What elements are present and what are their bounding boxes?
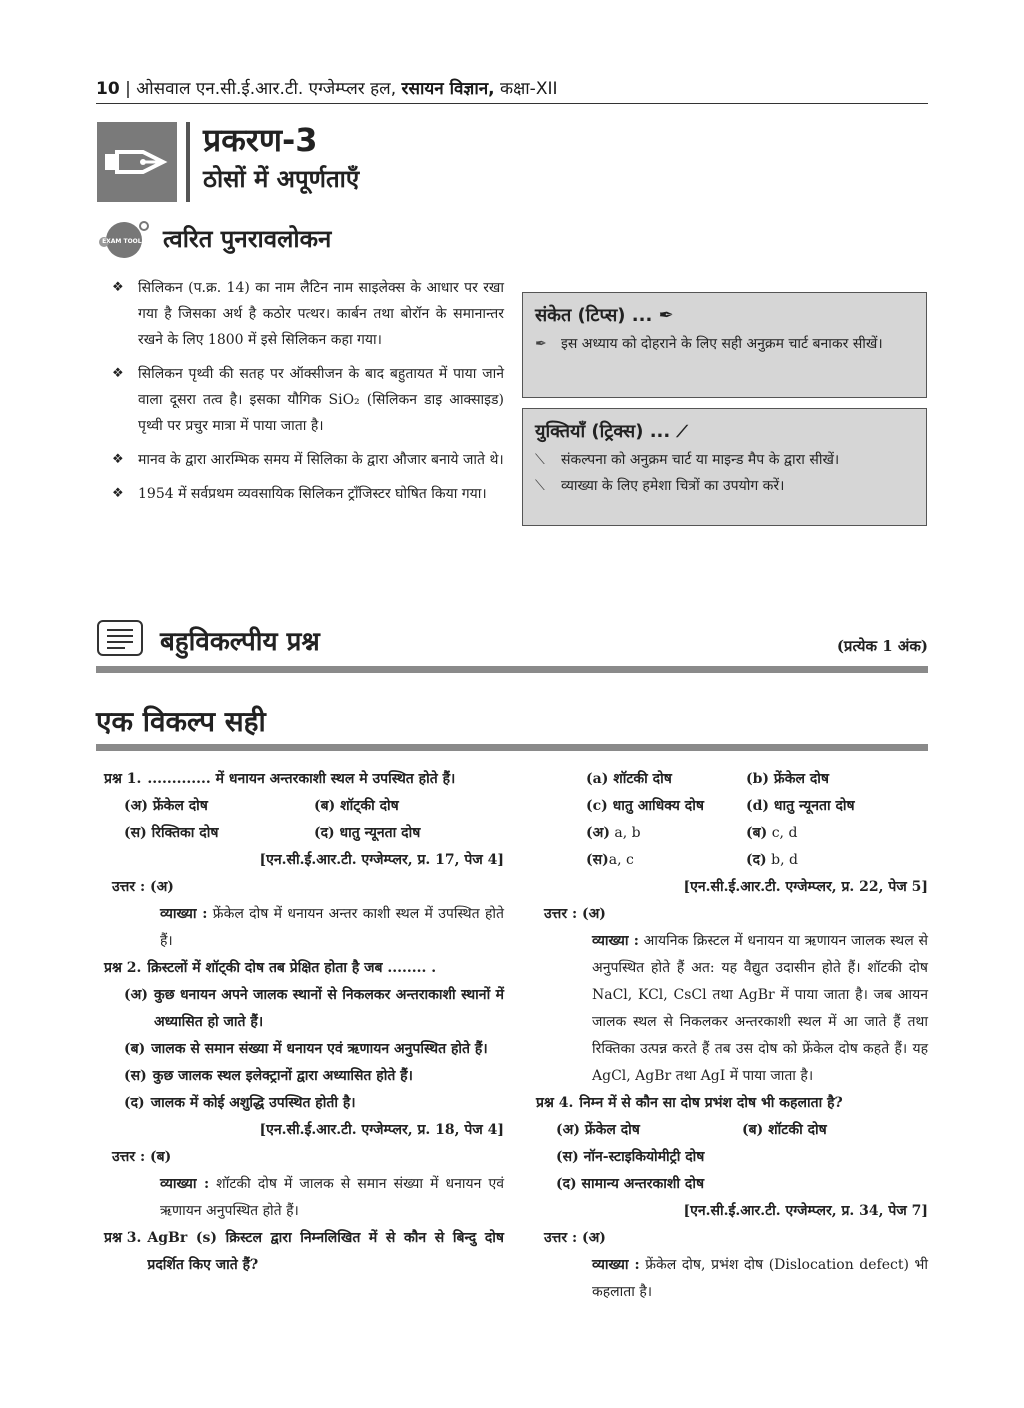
pen-nib-icon (97, 122, 177, 202)
list-item: ❖ सिलिकन (प.क्र. 14) का नाम लैटिन नाम साइलेक्स के आधार पर रखा गया है जिसका अर्थ है कठोर पत्थर। कार्बन तथा बोरॉन के समानान्तर रखने के लिए 1800 में इसे सिलिकन कहा गया। (112, 275, 504, 353)
answer: उत्तर : (ब) (112, 1149, 172, 1165)
pen-bullet-icon: ✒ (535, 336, 547, 352)
chapter-divider (186, 122, 190, 202)
option: (अ) फ्रेंकेल दोष (124, 798, 208, 814)
single-correct-heading: एक विकल्प सही (96, 705, 266, 738)
quick-review-list (112, 275, 504, 515)
option: (d) धातु न्यूनता दोष (746, 798, 855, 814)
option: (स) कुछ जालक स्थल इलेक्ट्रानों द्वारा अध्यासित होते हैं। (124, 1068, 413, 1084)
quick-review-heading: त्वरित पुनरावलोकन (163, 225, 332, 253)
option: (a) शॉटकी दोष (586, 771, 672, 787)
tips-title: संकेत (टिप्स) ... ✒ (535, 305, 674, 326)
option: (अ) कुछ धनायन अपने जालक स्थानों से निकलकर अन्तराकाशी स्थानों में अध्यासित हो जाते हैं। (124, 987, 504, 1030)
option: (द) सामान्य अन्तरकाशी दोष (556, 1176, 705, 1192)
exam-tools-logo (96, 216, 150, 264)
exam-tools-logo-text: EXAM TOOLS (102, 238, 146, 245)
question-4-options (536, 1144, 928, 1198)
header-separator: | (125, 79, 137, 99)
class-label: कक्षा-XII (500, 79, 558, 99)
wand-bullet-icon: ⟍ (535, 452, 545, 468)
book-title: ओसवाल एन.सी.ई.आर.टी. एग्जेम्प्लर हल, (136, 79, 397, 99)
tip-item: ✒ इस अध्याय को दोहराने के लिए सही अनुक्रम चार्ट बनाकर सीखें। (535, 331, 914, 357)
answer: उत्तर : (अ) (112, 879, 174, 895)
section-divider (96, 666, 928, 673)
chapter-title: प्रकरण-3 (203, 121, 318, 159)
question-3-items (536, 766, 928, 820)
answer: उत्तर : (अ) (544, 906, 606, 922)
option: (अ) फ्रेंकेल दोष (556, 1122, 640, 1138)
question-2: प्रश्न 2. क्रिस्टलों में शॉट्की दोष तब प्रेक्षित होता है जब ........ . (104, 960, 437, 976)
option: (c) धातु आधिक्य दोष (586, 798, 704, 814)
option: (द) धातु न्यूनता दोष (314, 825, 421, 841)
right-column (536, 766, 928, 1306)
mcq-heading: बहुविकल्पीय प्रश्न (160, 627, 320, 657)
list-item: ❖ सिलिकन पृथ्वी की सतह पर ऑक्सीजन के बाद बहुतायत में पाया जाने वाला दूसरा तत्व है। इसका यौगिक SiO₂ (सिलिकन डाइ आक्साइड) पृथ्वी पर प्रचुर मात्रा में पाया जाता है। (112, 361, 504, 439)
marks-label: (प्रत्येक 1 अंक) (836, 637, 928, 655)
list-item: ❖ 1954 में सर्वप्रथम व्यवसायिक सिलिकन ट्रॉंजिस्टर घोषित किया गया। (112, 481, 504, 507)
bullet-diamond-icon: ❖ (112, 452, 124, 467)
chapter-subtitle: ठोसों में अपूर्णताएँ (203, 165, 360, 193)
option: (स) रिक्तिका दोष (124, 825, 219, 841)
explanation: व्याख्या : फ्रेंकेल दोष, प्रभंश दोष (Dislocation defect) भी कहलाता है। (592, 1257, 928, 1300)
explanation: व्याख्या : आयनिक क्रिस्टल में धनायन या ऋणायन जालक स्थल से अनुपस्थित होते हैं अत: यह वैद्युत उदासीन होते हैं। शॉटकी दोष NaCl, KCl, CsCl तथा AgBr में पाया जाता है। जब आयन जालक स्थल से निकलकर अन्तरकाशी स्थल में आ जाते हैं तथा रिक्तिका उत्पन्न करते हैं तब उस दोष को फ्रेंकेल दोष कहते हैं। यह AgCl, AgBr तथा AgI में पाया जाता है। (592, 933, 929, 1084)
list-item: ❖ मानव के द्वारा आरम्भिक समय में सिलिका के द्वारा औजार बनाये जाते थे। (112, 447, 504, 473)
list-document-icon (97, 620, 143, 656)
explanation: व्याख्या : शॉटकी दोष में जालक से समान संख्या में धनायन एवं ऋणायन अनुपस्थित होते हैं। (160, 1176, 504, 1219)
bullet-diamond-icon: ❖ (112, 366, 124, 381)
tips-box (522, 292, 927, 398)
question-4-options (536, 1117, 928, 1144)
option: (द) जालक में कोई अशुद्धि उपस्थित होती है। (124, 1095, 356, 1111)
question-3: प्रश्न 3. AgBr (s) क्रिस्टल द्वारा निम्नलिखित में से कौन से बिन्दु दोष प्रदर्शित किए जाते हैं? (104, 1230, 504, 1273)
pen-icon: ✒ (658, 305, 674, 326)
running-header (96, 76, 928, 104)
option: (स) नॉन-स्टाइकियोमीट्री दोष (556, 1149, 705, 1165)
answer: उत्तर : (अ) (544, 1230, 606, 1246)
option: (ब) शॉटकी दोष (742, 1122, 827, 1138)
question-1: प्रश्न 1. ............. में धनायन अन्तरकाशी स्थल मे उपस्थित होते हैं। (104, 771, 456, 787)
left-column (104, 766, 504, 1279)
question-1-options (104, 793, 504, 847)
source-reference: [एन.सी.ई.आर.टी. एग्जेम्प्लर, प्र. 18, पेज 4] (259, 1122, 504, 1138)
explanation: व्याख्या : फ्रेंकेल दोष में धनायन अन्तर काशी स्थल में उपस्थित होते हैं। (160, 906, 504, 949)
option: (स)a, c (586, 852, 634, 868)
tricks-title: युक्तियाँ (ट्रिक्स) ... ⟋ (535, 421, 688, 442)
subject: रसायन विज्ञान, (401, 79, 495, 99)
source-reference: [एन.सी.ई.आर.टी. एग्जेम्प्लर, प्र. 17, पेज 4] (259, 852, 504, 868)
trick-item: ⟍ संकल्पना को अनुक्रम चार्ट या माइन्ड मैप के द्वारा सीखें। (535, 447, 914, 473)
section-divider (96, 744, 928, 751)
question-4: प्रश्न 4. निम्न में से कौन सा दोष प्रभंश दोष भी कहलाता है? (536, 1095, 843, 1111)
wand-bullet-icon: ⟍ (535, 478, 545, 494)
option: (द) b, d (746, 852, 798, 868)
option: (b) फ्रेंकेल दोष (746, 771, 829, 787)
source-reference: [एन.सी.ई.आर.टी. एग्जेम्प्लर, प्र. 34, पेज 7] (683, 1203, 928, 1219)
option: (अ) a, b (586, 825, 641, 841)
option: (ब) जालक से समान संख्या में धनायन एवं ऋणायन अनुपस्थित होते हैं। (124, 1041, 488, 1057)
bullet-diamond-icon: ❖ (112, 280, 124, 295)
page-number: 10 (96, 79, 120, 99)
bullet-diamond-icon: ❖ (112, 486, 124, 501)
source-reference: [एन.सी.ई.आर.टी. एग्जेम्प्लर, प्र. 22, पेज 5] (683, 879, 928, 895)
option: (ब) शॉट्की दोष (314, 798, 399, 814)
tricks-box (522, 408, 927, 526)
magic-wand-icon: ⟋ (676, 422, 688, 441)
question-3-options (536, 820, 928, 874)
option: (ब) c, d (746, 825, 798, 841)
trick-item: ⟍ व्याख्या के लिए हमेशा चित्रों का उपयोग करें। (535, 473, 914, 499)
